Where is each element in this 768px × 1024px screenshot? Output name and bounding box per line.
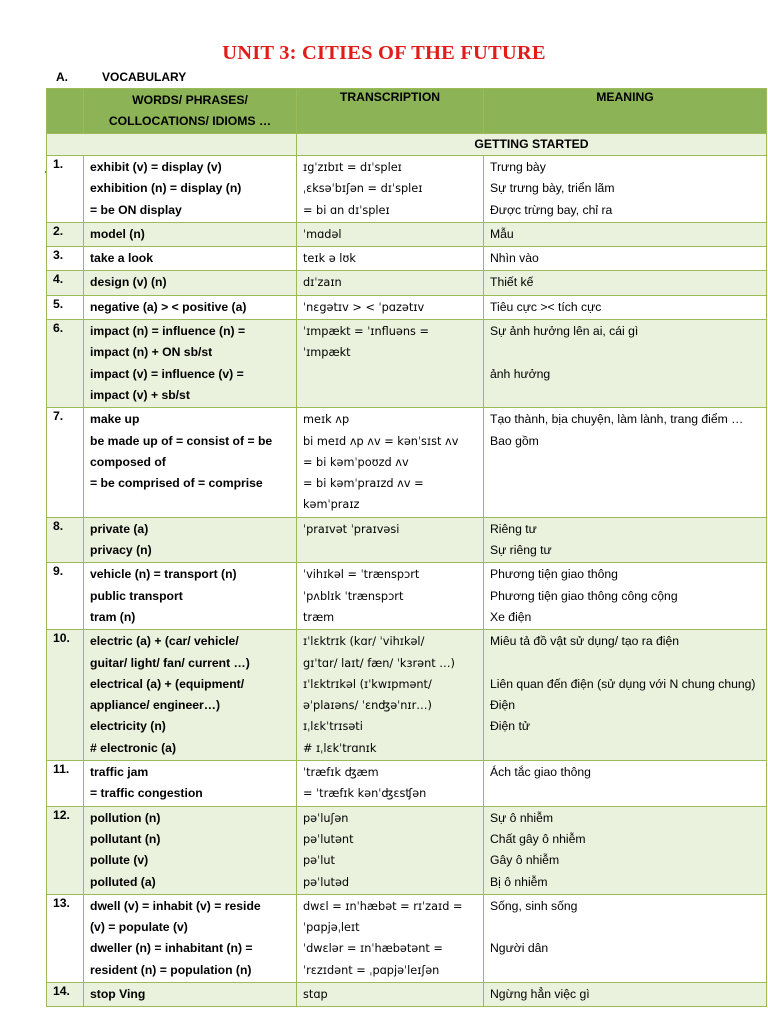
words-cell-line: make up — [90, 412, 140, 427]
words-cell — [84, 156, 297, 223]
transcription-cell-line: dɪˈzaɪn — [303, 276, 342, 290]
meaning-cell — [484, 630, 767, 761]
transcription-cell-line: bi meɪd ʌp ʌv = kənˈsɪst ʌv — [303, 434, 459, 448]
words-cell-line: traffic jam — [90, 765, 149, 780]
meaning-cell — [484, 408, 767, 517]
transcription-cell — [297, 295, 484, 319]
page-title: UNIT 3: CITIES OF THE FUTURE — [222, 42, 546, 64]
words-cell-line: electric (a) + (car/ vehicle/ — [90, 634, 239, 649]
meaning-cell-line: Được trừng bay, chỉ ra — [490, 202, 613, 217]
table-subheader-row — [47, 134, 767, 156]
transcription-cell-line: = bi ɑn dɪˈspleɪ — [303, 203, 390, 217]
row-number: 10. — [47, 630, 84, 761]
table-row — [47, 295, 767, 319]
words-cell-line: (v) = populate (v) — [90, 920, 188, 935]
subheader-empty-cell — [47, 134, 297, 156]
words-cell-line: impact (v) + sb/st — [90, 387, 190, 402]
meaning-cell-line: Liên quan đến điện (sử dụng với N chung chung) — [490, 676, 756, 691]
table-header-row — [47, 89, 767, 134]
table-row — [47, 630, 767, 761]
meaning-cell — [484, 156, 767, 223]
words-cell-line: tram (n) — [90, 609, 136, 624]
row-number: 8. — [47, 517, 84, 563]
words-cell-line: electricity (n) — [90, 719, 166, 734]
words-cell-line: exhibit (v) = display (v) — [90, 160, 222, 174]
meaning-cell — [484, 247, 767, 271]
words-cell-line: be made up of = consist of = be — [90, 433, 273, 448]
words-cell-line: design (v) (n) — [90, 275, 167, 290]
words-cell-line: = be comprised of = comprise — [90, 476, 263, 491]
meaning-cell-line: Điện — [490, 698, 516, 713]
row-number: 4. — [47, 271, 84, 295]
header-words-label: WORDS/ PHRASES/ COLLOCATIONS/ IDIOMS … — [108, 93, 272, 128]
row-number: 5. — [47, 295, 84, 319]
transcription-cell — [297, 806, 484, 894]
transcription-cell-line: ˈɪmpækt = ˈɪnfluəns = — [303, 325, 429, 339]
meaning-cell — [484, 517, 767, 563]
transcription-cell — [297, 761, 484, 807]
transcription-cell — [297, 630, 484, 761]
transcription-cell-line: ɪˈlɛktrɪkəl (ɪˈkwɪpmənt/ — [303, 677, 432, 691]
words-cell-line: polluted (a) — [90, 874, 156, 889]
transcription-cell-line: pəˈlut — [303, 854, 335, 868]
words-cell-line: pollutant (n) — [90, 831, 161, 846]
row-number: 2. — [47, 222, 84, 246]
meaning-cell-line — [490, 917, 760, 938]
meaning-cell-line: Bị ô nhiễm — [490, 874, 548, 889]
table-row — [47, 761, 767, 807]
words-cell — [84, 271, 297, 295]
meaning-cell-line: Nhìn vào — [490, 251, 539, 266]
table-row — [47, 517, 767, 563]
transcription-cell-line: = bi kəmˈpraɪzd ʌv = — [303, 477, 424, 491]
meaning-cell-line — [490, 653, 760, 674]
words-cell — [84, 320, 297, 408]
table-row — [47, 806, 767, 894]
section-letter: A. — [56, 70, 68, 84]
row-number: 13. — [47, 894, 84, 982]
words-cell-line: = traffic congestion — [90, 786, 203, 801]
transcription-cell — [297, 408, 484, 517]
words-cell — [84, 630, 297, 761]
transcription-cell-line: ˈpɑpjəˌleɪt — [303, 921, 360, 935]
header-words — [84, 89, 297, 134]
vocabulary-table — [46, 88, 767, 1007]
table-row — [47, 247, 767, 271]
words-cell-line: model (n) — [90, 226, 145, 241]
meaning-cell-line: Phương tiện giao thông công cộng — [490, 588, 678, 603]
words-cell-line: privacy (n) — [90, 543, 152, 558]
table-row — [47, 982, 767, 1006]
header-transcription: TRANSCRIPTION — [297, 89, 484, 134]
transcription-cell-line: meɪk ʌp — [303, 413, 350, 427]
meaning-cell-line: Sự ô nhiễm — [490, 810, 554, 825]
transcription-cell-line: ˈɪmpækt — [303, 346, 351, 360]
transcription-cell-line: ˈdwɛlər = ɪnˈhæbətənt = — [303, 942, 443, 956]
words-cell-line: take a look — [90, 251, 153, 266]
meaning-cell — [484, 271, 767, 295]
meaning-cell — [484, 320, 767, 408]
subheader-getting-started: GETTING STARTED — [297, 134, 767, 156]
transcription-cell-line: kəmˈpraɪz — [303, 498, 360, 512]
transcription-cell-line: ɪˌlɛkˈtrɪsəti — [303, 720, 363, 734]
meaning-cell-line — [490, 342, 760, 363]
words-cell-line: private (a) — [90, 521, 149, 536]
meaning-cell — [484, 982, 767, 1006]
row-number: 11. — [47, 761, 84, 807]
transcription-cell-line: əˈplaɪəns/ ˈɛnʤəˈnɪr…) — [303, 699, 432, 713]
transcription-cell-line: gɪˈtɑr/ laɪt/ fæn/ ˈkɜrənt …) — [303, 656, 455, 670]
words-cell-line: pollute (v) — [90, 853, 149, 868]
transcription-cell-line: ˈrɛzɪdənt = ˌpɑpjəˈleɪʃən — [303, 963, 440, 977]
transcription-cell-line: = ˈtræfɪk kənˈʤɛsʧən — [303, 787, 427, 801]
transcription-cell — [297, 517, 484, 563]
meaning-cell — [484, 563, 767, 630]
transcription-cell-line: # ɪˌlɛkˈtrɑnɪk — [303, 741, 377, 755]
transcription-cell-line: ɪgˈzɪbɪt = dɪˈspleɪ — [303, 161, 402, 174]
transcription-cell-line: teɪk ə lʊk — [303, 252, 356, 266]
meaning-cell-line: Mẫu — [490, 226, 514, 241]
row-number: 3. — [47, 247, 84, 271]
words-cell — [84, 517, 297, 563]
transcription-cell-line: træm — [303, 610, 335, 624]
meaning-cell — [484, 761, 767, 807]
meaning-cell-line: Điện tử — [490, 719, 530, 734]
meaning-cell-line: ảnh hưởng — [490, 366, 551, 381]
meaning-cell-line: Gây ô nhiễm — [490, 853, 560, 868]
words-cell — [84, 761, 297, 807]
words-cell-line: guitar/ light/ fan/ current …) — [90, 655, 250, 670]
transcription-cell — [297, 320, 484, 408]
row-number: 1. — [47, 156, 84, 223]
words-cell-line: negative (a) > < positive (a) — [90, 299, 247, 314]
transcription-cell-line: dwɛl = ɪnˈhæbət = rɪˈzaɪd = — [303, 899, 463, 913]
transcription-cell — [297, 894, 484, 982]
transcription-cell — [297, 271, 484, 295]
transcription-cell-line: ˌɛksəˈbɪʃən = dɪˈspleɪ — [303, 182, 423, 196]
section-heading — [56, 70, 186, 84]
words-cell-line: composed of — [90, 454, 166, 469]
transcription-cell-line: pəˈlutəd — [303, 875, 350, 889]
table-row — [47, 408, 767, 517]
transcription-cell — [297, 222, 484, 246]
words-cell-line: appliance/ engineer…) — [90, 698, 221, 713]
header-meaning: MEANING — [484, 89, 767, 134]
transcription-cell-line: ˈvihɪkəl = ˈtrænspɔrt — [303, 568, 420, 582]
section-label: VOCABULARY — [102, 70, 187, 84]
words-cell — [84, 894, 297, 982]
transcription-cell-line: ˈnɛgətɪv > < ˈpɑzətɪv — [303, 300, 425, 314]
words-cell-line: impact (n) + ON sb/st — [90, 345, 213, 360]
meaning-cell-line: Phương tiện giao thông — [490, 567, 618, 582]
words-cell-line: vehicle (n) = transport (n) — [90, 567, 237, 582]
meaning-cell — [484, 894, 767, 982]
words-cell — [84, 295, 297, 319]
header-number-cell — [47, 89, 84, 134]
words-cell-line: resident (n) = population (n) — [90, 962, 252, 977]
meaning-cell-line: Sống, sinh sống — [490, 898, 578, 913]
row-number: 12. — [47, 806, 84, 894]
meaning-cell-line: Sự trưng bày, triển lãm — [490, 181, 615, 196]
meaning-cell-line: Người dân — [490, 941, 549, 956]
transcription-cell — [297, 982, 484, 1006]
meaning-cell — [484, 295, 767, 319]
words-cell — [84, 222, 297, 246]
table-row — [47, 894, 767, 982]
transcription-cell-line: stɑp — [303, 987, 328, 1001]
transcription-cell — [297, 156, 484, 223]
meaning-cell — [484, 806, 767, 894]
words-cell-line: stop Ving — [90, 986, 146, 1001]
meaning-cell-line: Bao gồm — [490, 433, 539, 448]
transcription-cell-line: pəˈlutənt — [303, 832, 354, 846]
words-cell-line: public transport — [90, 588, 183, 603]
words-cell-line: electrical (a) + (equipment/ — [90, 676, 245, 691]
table-row — [47, 222, 767, 246]
transcription-cell-line: ˈmɑdəl — [303, 227, 342, 241]
transcription-cell-line: ˈpraɪvət ˈpraɪvəsi — [303, 522, 400, 536]
meaning-cell-line: Sự riêng tư — [490, 543, 552, 558]
meaning-cell-line: Chất gây ô nhiễm — [490, 831, 586, 846]
words-cell — [84, 247, 297, 271]
words-cell — [84, 806, 297, 894]
transcription-cell — [297, 563, 484, 630]
words-cell-line: dwell (v) = inhabit (v) = reside — [90, 898, 261, 913]
meaning-cell-line: Ngừng hẳn việc gì — [490, 986, 590, 1001]
transcription-cell-line: ɪˈlɛktrɪk (kɑr/ ˈvihɪkəl/ — [303, 635, 425, 649]
meaning-cell-line: Xe điện — [490, 609, 532, 624]
transcription-cell — [297, 247, 484, 271]
row-number: 7. — [47, 408, 84, 517]
words-cell — [84, 563, 297, 630]
meaning-cell-line: Sự ảnh hưởng lên ai, cái gì — [490, 324, 639, 339]
meaning-cell-line: Tiêu cực >< tích cực — [490, 299, 602, 314]
table-row — [47, 156, 767, 223]
row-number: 14. — [47, 982, 84, 1006]
table-row — [47, 320, 767, 408]
transcription-cell-line: = bi kəmˈpoʊzd ʌv — [303, 455, 409, 469]
words-cell-line: impact (n) = influence (n) = — [90, 324, 246, 339]
meaning-cell-line: Ách tắc giao thông — [490, 765, 591, 780]
words-cell-line: impact (v) = influence (v) = — [90, 366, 244, 381]
words-cell-line: dweller (n) = inhabitant (n) = — [90, 941, 253, 956]
transcription-cell-line: ˈpʌblɪk ˈtrænspɔrt — [303, 589, 404, 603]
table-row — [47, 271, 767, 295]
meaning-cell — [484, 222, 767, 246]
words-cell-line: pollution (n) — [90, 810, 161, 825]
row-number: 9. — [47, 563, 84, 630]
meaning-cell-line: Miêu tả đồ vật sử dụng/ tạo ra điện — [490, 634, 680, 649]
meaning-cell-line: Thiết kế — [490, 275, 534, 290]
transcription-cell-line: pəˈluʃən — [303, 811, 349, 825]
words-cell-line: # electronic (a) — [90, 740, 177, 755]
words-cell-line: exhibition (n) = display (n) — [90, 181, 242, 196]
meaning-cell-line: Trưng bày — [490, 160, 546, 174]
row-number: 6. — [47, 320, 84, 408]
words-cell-line: = be ON display — [90, 202, 182, 217]
meaning-cell-line: Riêng tư — [490, 521, 537, 536]
transcription-cell-line: ˈtræfɪk ʤæm — [303, 766, 379, 780]
meaning-cell-line: Tạo thành, bịa chuyện, làm lành, trang điểm … — [490, 412, 744, 427]
table-row — [47, 563, 767, 630]
words-cell — [84, 982, 297, 1006]
words-cell — [84, 408, 297, 517]
